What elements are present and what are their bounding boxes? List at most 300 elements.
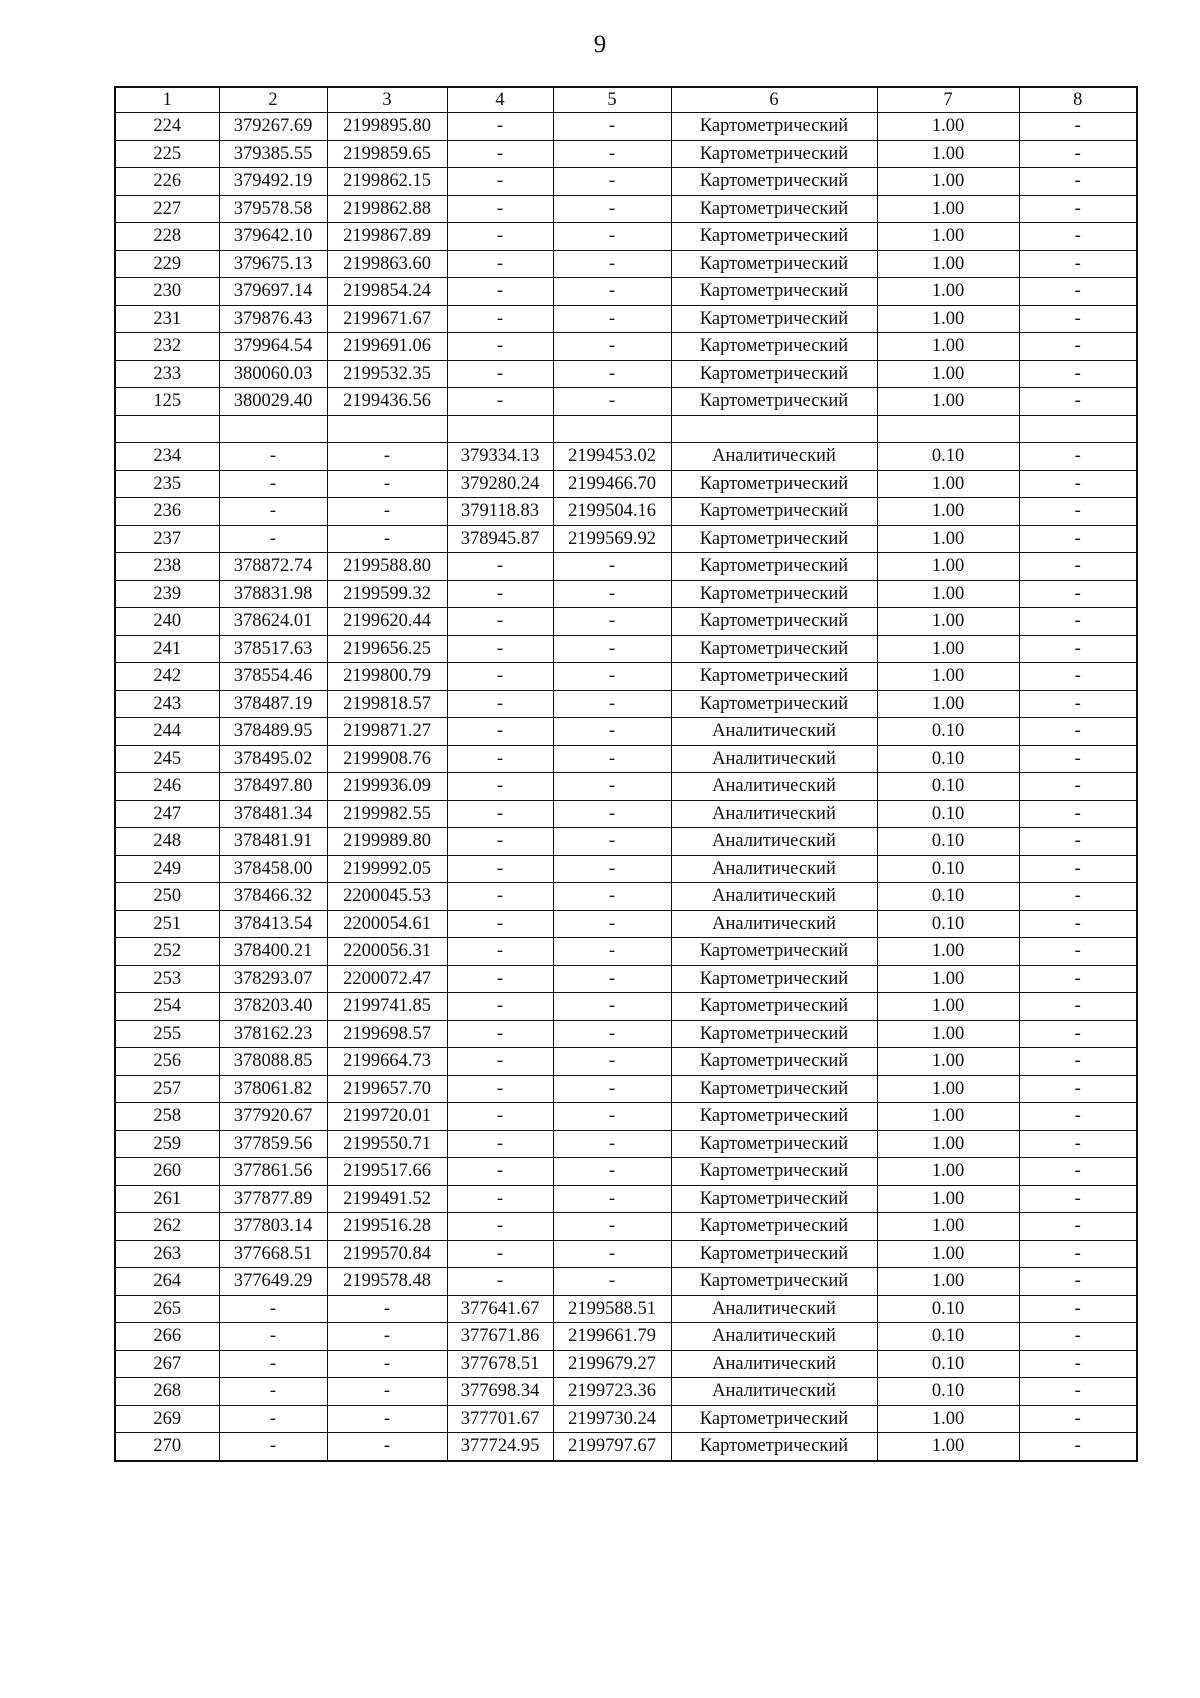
- col-3-cell: 2199491.52: [327, 1185, 447, 1213]
- col-5-cell: -: [553, 690, 671, 718]
- col-4-cell: -: [447, 690, 553, 718]
- accuracy-cell: 1.00: [877, 1103, 1019, 1131]
- col-2-cell: 379492.19: [219, 168, 327, 196]
- col-4-cell: -: [447, 1185, 553, 1213]
- col-5-cell: 2199661.79: [553, 1323, 671, 1351]
- col-8-cell: -: [1019, 883, 1137, 911]
- col-2-cell: 378061.82: [219, 1075, 327, 1103]
- col-5-cell: -: [553, 828, 671, 856]
- col-8-cell: -: [1019, 498, 1137, 526]
- col-4-cell: 378945.87: [447, 525, 553, 553]
- col-3-cell: 2199982.55: [327, 800, 447, 828]
- header-cell-6: 6: [671, 87, 877, 113]
- col-5-cell: -: [553, 1103, 671, 1131]
- method-cell: Картометрический: [671, 1048, 877, 1076]
- col-5-cell: -: [553, 250, 671, 278]
- col-5-cell: 2199466.70: [553, 470, 671, 498]
- point-number-cell: 252: [115, 938, 219, 966]
- accuracy-cell: 1.00: [877, 608, 1019, 636]
- point-number-cell: 226: [115, 168, 219, 196]
- col-4-cell: 377724.95: [447, 1433, 553, 1461]
- point-number-cell: 231: [115, 305, 219, 333]
- col-8-cell: -: [1019, 1240, 1137, 1268]
- accuracy-cell: 1.00: [877, 690, 1019, 718]
- point-number-cell: 264: [115, 1268, 219, 1296]
- col-4-cell: 379280.24: [447, 470, 553, 498]
- col-4-cell: -: [447, 1240, 553, 1268]
- col-4-cell: -: [447, 855, 553, 883]
- table-row: [115, 690, 1137, 718]
- col-8-cell: -: [1019, 910, 1137, 938]
- col-3-cell: -: [327, 1350, 447, 1378]
- col-3-cell: 2199936.09: [327, 773, 447, 801]
- accuracy-cell: 0.10: [877, 855, 1019, 883]
- col-4-cell: -: [447, 608, 553, 636]
- col-8-cell: -: [1019, 773, 1137, 801]
- point-number-cell: 269: [115, 1405, 219, 1433]
- col-4-cell: -: [447, 305, 553, 333]
- col-3-cell: 2199532.35: [327, 360, 447, 388]
- table-row: [115, 663, 1137, 691]
- col-5-cell: 2199797.67: [553, 1433, 671, 1461]
- col-4-cell: -: [447, 360, 553, 388]
- col-8-cell: -: [1019, 113, 1137, 141]
- method-cell: Картометрический: [671, 663, 877, 691]
- table-row: [115, 470, 1137, 498]
- col-4-cell: 377701.67: [447, 1405, 553, 1433]
- accuracy-cell: 1.00: [877, 1213, 1019, 1241]
- table-row: [115, 1295, 1137, 1323]
- col-2-cell: 378831.98: [219, 580, 327, 608]
- point-number-cell: 267: [115, 1350, 219, 1378]
- accuracy-cell: 0.10: [877, 828, 1019, 856]
- col-4-cell: -: [447, 1020, 553, 1048]
- col-2-cell: 377877.89: [219, 1185, 327, 1213]
- col-2-cell: 378413.54: [219, 910, 327, 938]
- method-cell: Аналитический: [671, 1323, 877, 1351]
- col-3-cell: 2199588.80: [327, 553, 447, 581]
- method-cell: Картометрический: [671, 608, 877, 636]
- method-cell: Аналитический: [671, 745, 877, 773]
- accuracy-cell: 1.00: [877, 938, 1019, 966]
- header-cell-1: 1: [115, 87, 219, 113]
- accuracy-cell: 1.00: [877, 1433, 1019, 1461]
- col-2-cell: 377649.29: [219, 1268, 327, 1296]
- point-number-cell: 234: [115, 443, 219, 471]
- col-5-cell: [553, 415, 671, 443]
- header-cell-5: 5: [553, 87, 671, 113]
- col-4-cell: -: [447, 800, 553, 828]
- col-8-cell: -: [1019, 223, 1137, 251]
- point-number-cell: 224: [115, 113, 219, 141]
- header-cell-4: 4: [447, 87, 553, 113]
- point-number-cell: 241: [115, 635, 219, 663]
- col-3-cell: -: [327, 470, 447, 498]
- col-2-cell: 379697.14: [219, 278, 327, 306]
- col-2-cell: 378487.19: [219, 690, 327, 718]
- col-5-cell: -: [553, 1158, 671, 1186]
- accuracy-cell: 1.00: [877, 1158, 1019, 1186]
- col-5-cell: -: [553, 1130, 671, 1158]
- col-8-cell: -: [1019, 250, 1137, 278]
- accuracy-cell: 1.00: [877, 498, 1019, 526]
- col-4-cell: -: [447, 168, 553, 196]
- col-2-cell: -: [219, 1323, 327, 1351]
- col-4-cell: -: [447, 1103, 553, 1131]
- point-number-cell: 228: [115, 223, 219, 251]
- point-number-cell: 232: [115, 333, 219, 361]
- col-5-cell: -: [553, 360, 671, 388]
- col-4-cell: -: [447, 1213, 553, 1241]
- method-cell: Аналитический: [671, 1378, 877, 1406]
- col-4-cell: -: [447, 965, 553, 993]
- table-row: [115, 718, 1137, 746]
- col-5-cell: -: [553, 663, 671, 691]
- col-2-cell: 378497.80: [219, 773, 327, 801]
- accuracy-cell: 1.00: [877, 1185, 1019, 1213]
- point-number-cell: 255: [115, 1020, 219, 1048]
- table-row: [115, 745, 1137, 773]
- accuracy-cell: 1.00: [877, 1268, 1019, 1296]
- method-cell: Картометрический: [671, 140, 877, 168]
- col-8-cell: -: [1019, 855, 1137, 883]
- accuracy-cell: 1.00: [877, 360, 1019, 388]
- accuracy-cell: 1.00: [877, 388, 1019, 416]
- col-3-cell: 2199671.67: [327, 305, 447, 333]
- col-2-cell: 378481.91: [219, 828, 327, 856]
- col-8-cell: -: [1019, 580, 1137, 608]
- col-3-cell: 2199698.57: [327, 1020, 447, 1048]
- col-4-cell: -: [447, 1268, 553, 1296]
- col-5-cell: -: [553, 910, 671, 938]
- col-8-cell: -: [1019, 608, 1137, 636]
- col-5-cell: -: [553, 140, 671, 168]
- col-5-cell: -: [553, 800, 671, 828]
- col-3-cell: [327, 415, 447, 443]
- method-cell: Картометрический: [671, 690, 877, 718]
- col-2-cell: 377803.14: [219, 1213, 327, 1241]
- accuracy-cell: 1.00: [877, 1075, 1019, 1103]
- col-3-cell: 2199871.27: [327, 718, 447, 746]
- col-4-cell: 377698.34: [447, 1378, 553, 1406]
- col-2-cell: 378088.85: [219, 1048, 327, 1076]
- col-8-cell: -: [1019, 965, 1137, 993]
- col-3-cell: 2199691.06: [327, 333, 447, 361]
- col-8-cell: -: [1019, 360, 1137, 388]
- col-3-cell: -: [327, 443, 447, 471]
- table-row: [115, 1323, 1137, 1351]
- col-8-cell: -: [1019, 140, 1137, 168]
- col-8-cell: -: [1019, 305, 1137, 333]
- col-4-cell: -: [447, 828, 553, 856]
- col-4-cell: -: [447, 580, 553, 608]
- col-2-cell: -: [219, 1295, 327, 1323]
- col-3-cell: 2199570.84: [327, 1240, 447, 1268]
- col-5-cell: -: [553, 168, 671, 196]
- accuracy-cell: 0.10: [877, 745, 1019, 773]
- col-5-cell: -: [553, 938, 671, 966]
- accuracy-cell: 0.10: [877, 443, 1019, 471]
- point-number-cell: 243: [115, 690, 219, 718]
- page-number: 9: [593, 31, 607, 58]
- table-row: [115, 1185, 1137, 1213]
- col-5-cell: -: [553, 580, 671, 608]
- method-cell: Аналитический: [671, 718, 877, 746]
- accuracy-cell: 1.00: [877, 965, 1019, 993]
- accuracy-cell: 1.00: [877, 113, 1019, 141]
- method-cell: Картометрический: [671, 1185, 877, 1213]
- method-cell: Картометрический: [671, 168, 877, 196]
- col-8-cell: -: [1019, 553, 1137, 581]
- col-4-cell: -: [447, 910, 553, 938]
- col-8-cell: -: [1019, 1378, 1137, 1406]
- col-2-cell: 379267.69: [219, 113, 327, 141]
- accuracy-cell: 0.10: [877, 1323, 1019, 1351]
- col-2-cell: 379964.54: [219, 333, 327, 361]
- method-cell: Аналитический: [671, 443, 877, 471]
- accuracy-cell: 1.00: [877, 553, 1019, 581]
- accuracy-cell: 0.10: [877, 883, 1019, 911]
- col-8-cell: -: [1019, 168, 1137, 196]
- col-8-cell: -: [1019, 1295, 1137, 1323]
- col-2-cell: [219, 415, 327, 443]
- table-row: [115, 553, 1137, 581]
- col-4-cell: -: [447, 663, 553, 691]
- col-2-cell: 378872.74: [219, 553, 327, 581]
- col-2-cell: -: [219, 443, 327, 471]
- col-8-cell: -: [1019, 1350, 1137, 1378]
- col-3-cell: 2200056.31: [327, 938, 447, 966]
- point-number-cell: 236: [115, 498, 219, 526]
- col-5-cell: -: [553, 883, 671, 911]
- table-row: [115, 498, 1137, 526]
- method-cell: Картометрический: [671, 360, 877, 388]
- point-number-cell: 239: [115, 580, 219, 608]
- accuracy-cell: 1.00: [877, 195, 1019, 223]
- col-4-cell: -: [447, 1130, 553, 1158]
- point-number-cell: 229: [115, 250, 219, 278]
- point-number-cell: 248: [115, 828, 219, 856]
- method-cell: Картометрический: [671, 113, 877, 141]
- col-2-cell: 379876.43: [219, 305, 327, 333]
- col-2-cell: 379578.58: [219, 195, 327, 223]
- col-4-cell: -: [447, 1048, 553, 1076]
- point-number-cell: 225: [115, 140, 219, 168]
- col-3-cell: 2199867.89: [327, 223, 447, 251]
- col-2-cell: 380029.40: [219, 388, 327, 416]
- col-3-cell: 2199818.57: [327, 690, 447, 718]
- table-row: [115, 1433, 1137, 1461]
- method-cell: Картометрический: [671, 1268, 877, 1296]
- point-number-cell: 249: [115, 855, 219, 883]
- accuracy-cell: 1.00: [877, 305, 1019, 333]
- col-4-cell: -: [447, 883, 553, 911]
- point-number-cell: 270: [115, 1433, 219, 1461]
- col-3-cell: 2199516.28: [327, 1213, 447, 1241]
- header-cell-2: 2: [219, 87, 327, 113]
- col-5-cell: -: [553, 333, 671, 361]
- col-2-cell: 377861.56: [219, 1158, 327, 1186]
- col-4-cell: -: [447, 388, 553, 416]
- col-5-cell: -: [553, 1213, 671, 1241]
- col-3-cell: -: [327, 1405, 447, 1433]
- accuracy-cell: 1.00: [877, 525, 1019, 553]
- col-3-cell: 2199862.15: [327, 168, 447, 196]
- method-cell: Картометрический: [671, 553, 877, 581]
- point-number-cell: 268: [115, 1378, 219, 1406]
- point-number-cell: 238: [115, 553, 219, 581]
- col-3-cell: 2199720.01: [327, 1103, 447, 1131]
- col-4-cell: -: [447, 553, 553, 581]
- table-row: [115, 140, 1137, 168]
- method-cell: Картометрический: [671, 195, 877, 223]
- col-8-cell: -: [1019, 470, 1137, 498]
- point-number-cell: 244: [115, 718, 219, 746]
- col-2-cell: -: [219, 498, 327, 526]
- col-3-cell: 2200054.61: [327, 910, 447, 938]
- col-3-cell: -: [327, 498, 447, 526]
- col-5-cell: 2199679.27: [553, 1350, 671, 1378]
- method-cell: Картометрический: [671, 1130, 877, 1158]
- point-number-cell: 245: [115, 745, 219, 773]
- method-cell: Картометрический: [671, 388, 877, 416]
- col-3-cell: 2200045.53: [327, 883, 447, 911]
- method-cell: Картометрический: [671, 1433, 877, 1461]
- col-8-cell: -: [1019, 1433, 1137, 1461]
- col-4-cell: 377671.86: [447, 1323, 553, 1351]
- col-3-cell: 2199578.48: [327, 1268, 447, 1296]
- col-4-cell: -: [447, 635, 553, 663]
- header-cell-7: 7: [877, 87, 1019, 113]
- col-3-cell: 2199859.65: [327, 140, 447, 168]
- method-cell: [671, 415, 877, 443]
- method-cell: Картометрический: [671, 278, 877, 306]
- accuracy-cell: 1.00: [877, 1048, 1019, 1076]
- table-row: [115, 993, 1137, 1021]
- point-number-cell: 258: [115, 1103, 219, 1131]
- col-3-cell: 2199599.32: [327, 580, 447, 608]
- col-4-cell: -: [447, 140, 553, 168]
- col-2-cell: 379385.55: [219, 140, 327, 168]
- method-cell: Картометрический: [671, 1020, 877, 1048]
- method-cell: Картометрический: [671, 333, 877, 361]
- table-row: [115, 1240, 1137, 1268]
- point-number-cell: 240: [115, 608, 219, 636]
- col-8-cell: -: [1019, 938, 1137, 966]
- col-8-cell: -: [1019, 388, 1137, 416]
- method-cell: Аналитический: [671, 828, 877, 856]
- method-cell: Картометрический: [671, 1405, 877, 1433]
- accuracy-cell: [877, 415, 1019, 443]
- col-2-cell: 378400.21: [219, 938, 327, 966]
- method-cell: Картометрический: [671, 525, 877, 553]
- accuracy-cell: 1.00: [877, 278, 1019, 306]
- col-5-cell: 2199588.51: [553, 1295, 671, 1323]
- point-number-cell: 262: [115, 1213, 219, 1241]
- method-cell: Картометрический: [671, 1075, 877, 1103]
- col-2-cell: 378293.07: [219, 965, 327, 993]
- accuracy-cell: 1.00: [877, 663, 1019, 691]
- method-cell: Картометрический: [671, 635, 877, 663]
- col-2-cell: 377920.67: [219, 1103, 327, 1131]
- col-4-cell: 379334.13: [447, 443, 553, 471]
- col-5-cell: -: [553, 1048, 671, 1076]
- accuracy-cell: 1.00: [877, 250, 1019, 278]
- col-2-cell: 378481.34: [219, 800, 327, 828]
- accuracy-cell: 0.10: [877, 1378, 1019, 1406]
- method-cell: Картометрический: [671, 223, 877, 251]
- col-3-cell: 2199517.66: [327, 1158, 447, 1186]
- point-number-cell: [115, 415, 219, 443]
- col-3-cell: -: [327, 1323, 447, 1351]
- accuracy-cell: 1.00: [877, 223, 1019, 251]
- accuracy-cell: 0.10: [877, 910, 1019, 938]
- col-8-cell: -: [1019, 745, 1137, 773]
- col-8-cell: -: [1019, 1213, 1137, 1241]
- col-3-cell: -: [327, 1433, 447, 1461]
- point-number-cell: 227: [115, 195, 219, 223]
- table-row: [115, 883, 1137, 911]
- accuracy-cell: 1.00: [877, 140, 1019, 168]
- table-row: [115, 855, 1137, 883]
- col-4-cell: -: [447, 718, 553, 746]
- col-2-cell: -: [219, 470, 327, 498]
- col-3-cell: 2199620.44: [327, 608, 447, 636]
- col-8-cell: -: [1019, 690, 1137, 718]
- col-8-cell: -: [1019, 443, 1137, 471]
- col-8-cell: -: [1019, 663, 1137, 691]
- accuracy-cell: 0.10: [877, 800, 1019, 828]
- table-row: [115, 910, 1137, 938]
- col-8-cell: [1019, 415, 1137, 443]
- col-8-cell: -: [1019, 195, 1137, 223]
- col-4-cell: -: [447, 250, 553, 278]
- accuracy-cell: 0.10: [877, 1295, 1019, 1323]
- method-cell: Аналитический: [671, 855, 877, 883]
- col-2-cell: 378203.40: [219, 993, 327, 1021]
- table-body: [115, 87, 1137, 1461]
- col-3-cell: -: [327, 525, 447, 553]
- col-4-cell: -: [447, 773, 553, 801]
- col-4-cell: -: [447, 113, 553, 141]
- accuracy-cell: 0.10: [877, 1350, 1019, 1378]
- col-8-cell: -: [1019, 1158, 1137, 1186]
- col-2-cell: 379642.10: [219, 223, 327, 251]
- point-number-cell: 266: [115, 1323, 219, 1351]
- point-number-cell: 242: [115, 663, 219, 691]
- method-cell: Картометрический: [671, 1158, 877, 1186]
- point-number-cell: 235: [115, 470, 219, 498]
- col-5-cell: -: [553, 305, 671, 333]
- col-5-cell: -: [553, 608, 671, 636]
- col-8-cell: -: [1019, 525, 1137, 553]
- table-row: [115, 635, 1137, 663]
- accuracy-cell: 0.10: [877, 718, 1019, 746]
- accuracy-cell: 1.00: [877, 470, 1019, 498]
- method-cell: Картометрический: [671, 1213, 877, 1241]
- accuracy-cell: 1.00: [877, 333, 1019, 361]
- table-row: [115, 1075, 1137, 1103]
- table-row: [115, 828, 1137, 856]
- header-cell-3: 3: [327, 87, 447, 113]
- point-number-cell: 230: [115, 278, 219, 306]
- col-5-cell: -: [553, 745, 671, 773]
- col-2-cell: 378466.32: [219, 883, 327, 911]
- accuracy-cell: 1.00: [877, 168, 1019, 196]
- col-8-cell: -: [1019, 993, 1137, 1021]
- col-2-cell: 377859.56: [219, 1130, 327, 1158]
- col-8-cell: -: [1019, 1048, 1137, 1076]
